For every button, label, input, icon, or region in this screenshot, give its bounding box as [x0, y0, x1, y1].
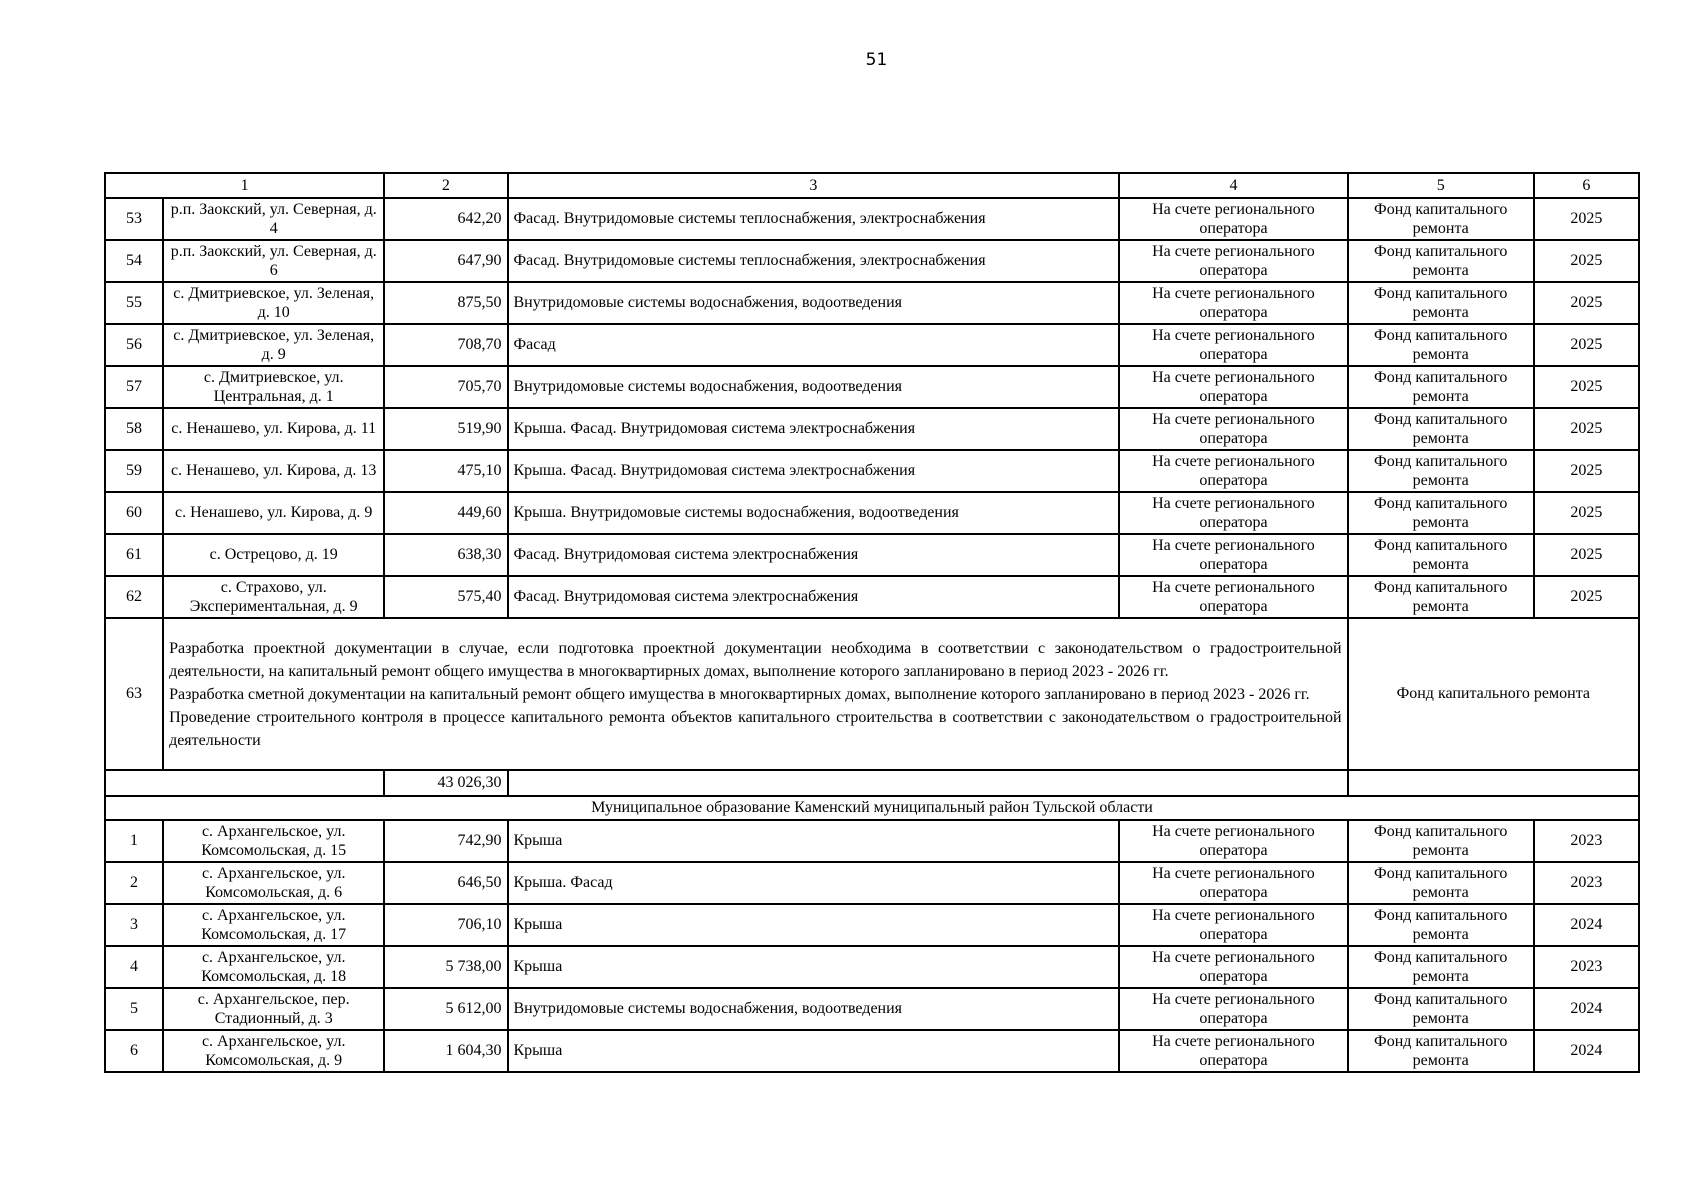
operator-cell: На счете регионального оператора [1119, 1030, 1347, 1072]
fund-cell: Фонд капитального ремонта [1348, 366, 1534, 408]
year-cell: 2025 [1534, 282, 1639, 324]
total-area-cell: 43 026,30 [384, 770, 507, 796]
year-cell: 2025 [1534, 450, 1639, 492]
address-cell: с. Ненашево, ул. Кирова, д. 9 [163, 492, 384, 534]
column-header-2: 2 [384, 173, 507, 198]
operator-cell: На счете регионального оператора [1119, 450, 1347, 492]
empty-cell [1348, 770, 1639, 796]
address-cell: р.п. Заокский, ул. Северная, д. 6 [163, 240, 384, 282]
fund-cell: Фонд капитального ремонта [1348, 946, 1534, 988]
address-cell: с. Архангельское, ул. Комсомольская, д. 17 [163, 904, 384, 946]
fund-cell: Фонд капитального ремонта [1348, 904, 1534, 946]
address-cell: с. Архангельское, ул. Комсомольская, д. 9 [163, 1030, 384, 1072]
area-cell: 449,60 [384, 492, 507, 534]
address-cell: с. Дмитриевское, ул. Зеленая, д. 10 [163, 282, 384, 324]
area-cell: 638,30 [384, 534, 507, 576]
operator-cell: На счете регионального оператора [1119, 946, 1347, 988]
works-cell: Внутридомовые системы водоснабжения, водоотведения [508, 988, 1120, 1030]
area-cell: 1 604,30 [384, 1030, 507, 1072]
area-cell: 875,50 [384, 282, 507, 324]
row-number: 55 [105, 282, 163, 324]
address-cell: с. Дмитриевское, ул. Зеленая, д. 9 [163, 324, 384, 366]
row-number: 59 [105, 450, 163, 492]
table-row [105, 450, 1639, 492]
operator-cell: На счете регионального оператора [1119, 240, 1347, 282]
works-cell: Фасад. Внутридомовая система электроснабжения [508, 534, 1120, 576]
table-row [105, 492, 1639, 534]
address-cell: с. Архангельское, ул. Комсомольская, д. 6 [163, 862, 384, 904]
works-cell: Внутридомовые системы водоснабжения, водоотведения [508, 366, 1120, 408]
repair-program-table [104, 172, 1640, 1073]
works-cell: Внутридомовые системы водоснабжения, водоотведения [508, 282, 1120, 324]
fund-cell: Фонд капитального ремонта [1348, 450, 1534, 492]
table-row [105, 862, 1639, 904]
row-number: 60 [105, 492, 163, 534]
works-cell: Крыша. Фасад. Внутридомовая система электроснабжения [508, 408, 1120, 450]
section-header-row [105, 796, 1639, 820]
table-row [105, 282, 1639, 324]
year-cell: 2025 [1534, 240, 1639, 282]
year-cell: 2025 [1534, 198, 1639, 240]
row-number: 57 [105, 366, 163, 408]
page-number: 51 [865, 50, 888, 70]
works-cell: Фасад. Внутридомовые системы теплоснабжения, электроснабжения [508, 240, 1120, 282]
area-cell: 5 738,00 [384, 946, 507, 988]
year-cell: 2025 [1534, 534, 1639, 576]
works-paragraph: Проведение строительного контроля в процессе капитального ремонта объектов капитального строительства в соответствии с законодательством о градостроительной деятельности [169, 708, 1342, 749]
row-number: 6 [105, 1030, 163, 1072]
column-header-1: 1 [105, 173, 384, 198]
address-cell: р.п. Заокский, ул. Северная, д. 4 [163, 198, 384, 240]
year-cell: 2023 [1534, 946, 1639, 988]
table-row [105, 820, 1639, 862]
fund-cell: Фонд капитального ремонта [1348, 534, 1534, 576]
fund-cell: Фонд капитального ремонта [1348, 862, 1534, 904]
area-cell: 647,90 [384, 240, 507, 282]
fund-cell: Фонд капитального ремонта [1348, 324, 1534, 366]
table-row-63 [105, 618, 1639, 770]
address-cell: с. Острецово, д. 19 [163, 534, 384, 576]
table-row [105, 1030, 1639, 1072]
area-cell: 519,90 [384, 408, 507, 450]
table-row [105, 576, 1639, 618]
row-number: 4 [105, 946, 163, 988]
fund-cell: Фонд капитального ремонта [1348, 988, 1534, 1030]
operator-cell: На счете регионального оператора [1119, 988, 1347, 1030]
year-cell: 2024 [1534, 904, 1639, 946]
fund-cell: Фонд капитального ремонта [1348, 618, 1639, 770]
table-row [105, 534, 1639, 576]
area-cell: 575,40 [384, 576, 507, 618]
area-cell: 475,10 [384, 450, 507, 492]
total-label-cell [105, 770, 384, 796]
fund-cell: Фонд капитального ремонта [1348, 198, 1534, 240]
fund-cell: Фонд капитального ремонта [1348, 1030, 1534, 1072]
operator-cell: На счете регионального оператора [1119, 492, 1347, 534]
municipality-title: Муниципальное образование Каменский муниципальный район Тульской области [105, 796, 1639, 820]
works-cell: Фасад. Внутридомовая система электроснабжения [508, 576, 1120, 618]
works-cell: Крыша [508, 904, 1120, 946]
address-cell: с. Архангельское, ул. Комсомольская, д. 15 [163, 820, 384, 862]
fund-cell: Фонд капитального ремонта [1348, 576, 1534, 618]
column-header-5: 5 [1348, 173, 1534, 198]
row-number: 61 [105, 534, 163, 576]
table-row [105, 366, 1639, 408]
area-cell: 646,50 [384, 862, 507, 904]
address-cell: с. Архангельское, пер. Стадионный, д. 3 [163, 988, 384, 1030]
area-cell: 642,20 [384, 198, 507, 240]
operator-cell: На счете регионального оператора [1119, 282, 1347, 324]
operator-cell: На счете регионального оператора [1119, 198, 1347, 240]
column-header-3: 3 [508, 173, 1120, 198]
address-cell: с. Ненашево, ул. Кирова, д. 11 [163, 408, 384, 450]
column-number-header-row [105, 173, 1639, 198]
year-cell: 2025 [1534, 576, 1639, 618]
year-cell: 2024 [1534, 988, 1639, 1030]
works-paragraph: Разработка сметной документации на капитальный ремонт общего имущества в многоквартирных домах, выполнение которого запланировано в период 2023 - 2026 гг. [169, 685, 1310, 703]
table-row [105, 904, 1639, 946]
year-cell: 2025 [1534, 324, 1639, 366]
works-cell: Крыша [508, 820, 1120, 862]
row-number: 53 [105, 198, 163, 240]
row-number: 56 [105, 324, 163, 366]
row-number: 58 [105, 408, 163, 450]
operator-cell: На счете регионального оператора [1119, 904, 1347, 946]
table-row [105, 408, 1639, 450]
year-cell: 2023 [1534, 820, 1639, 862]
row-number: 54 [105, 240, 163, 282]
area-cell: 5 612,00 [384, 988, 507, 1030]
table-row [105, 988, 1639, 1030]
table-row [105, 946, 1639, 988]
fund-cell: Фонд капитального ремонта [1348, 408, 1534, 450]
works-cell: Крыша [508, 1030, 1120, 1072]
operator-cell: На счете регионального оператора [1119, 534, 1347, 576]
year-cell: 2023 [1534, 862, 1639, 904]
works-cell: Крыша. Фасад. Внутридомовая система электроснабжения [508, 450, 1120, 492]
table-row [105, 198, 1639, 240]
works-paragraph: Разработка проектной документации в случае, если подготовка проектной документации необходима в соответствии с законодательством о градостроительной деятельности, на капитальный ремонт общего имущества в многоквартирных домах, выполнение которого запланировано в период 2023 - 2026 гг. [169, 639, 1342, 680]
fund-cell: Фонд капитального ремонта [1348, 282, 1534, 324]
works-cell: Крыша [508, 946, 1120, 988]
works-cell: Фасад. Внутридомовые системы теплоснабжения, электроснабжения [508, 198, 1120, 240]
address-cell: с. Ненашево, ул. Кирова, д. 13 [163, 450, 384, 492]
empty-cell [508, 770, 1348, 796]
column-header-6: 6 [1534, 173, 1639, 198]
area-cell: 742,90 [384, 820, 507, 862]
year-cell: 2025 [1534, 492, 1639, 534]
area-cell: 708,70 [384, 324, 507, 366]
year-cell: 2025 [1534, 408, 1639, 450]
total-row [105, 770, 1639, 796]
operator-cell: На счете регионального оператора [1119, 576, 1347, 618]
works-cell: Крыша. Фасад [508, 862, 1120, 904]
table-row [105, 240, 1639, 282]
operator-cell: На счете регионального оператора [1119, 324, 1347, 366]
address-cell: с. Архангельское, ул. Комсомольская, д. 18 [163, 946, 384, 988]
operator-cell: На счете регионального оператора [1119, 366, 1347, 408]
row-number: 2 [105, 862, 163, 904]
column-header-4: 4 [1119, 173, 1347, 198]
fund-cell: Фонд капитального ремонта [1348, 240, 1534, 282]
row-number: 1 [105, 820, 163, 862]
year-cell: 2024 [1534, 1030, 1639, 1072]
address-cell: с. Дмитриевское, ул. Центральная, д. 1 [163, 366, 384, 408]
fund-cell: Фонд капитального ремонта [1348, 492, 1534, 534]
fund-cell: Фонд капитального ремонта [1348, 820, 1534, 862]
works-cell: Фасад [508, 324, 1120, 366]
row-number: 63 [105, 618, 163, 770]
row-number: 5 [105, 988, 163, 1030]
address-cell: с. Страхово, ул. Экспериментальная, д. 9 [163, 576, 384, 618]
operator-cell: На счете регионального оператора [1119, 820, 1347, 862]
works-description-cell [163, 618, 1348, 770]
row-number: 62 [105, 576, 163, 618]
table-row [105, 324, 1639, 366]
row-number: 3 [105, 904, 163, 946]
area-cell: 705,70 [384, 366, 507, 408]
year-cell: 2025 [1534, 366, 1639, 408]
operator-cell: На счете регионального оператора [1119, 408, 1347, 450]
area-cell: 706,10 [384, 904, 507, 946]
operator-cell: На счете регионального оператора [1119, 862, 1347, 904]
works-cell: Крыша. Внутридомовые системы водоснабжения, водоотведения [508, 492, 1120, 534]
